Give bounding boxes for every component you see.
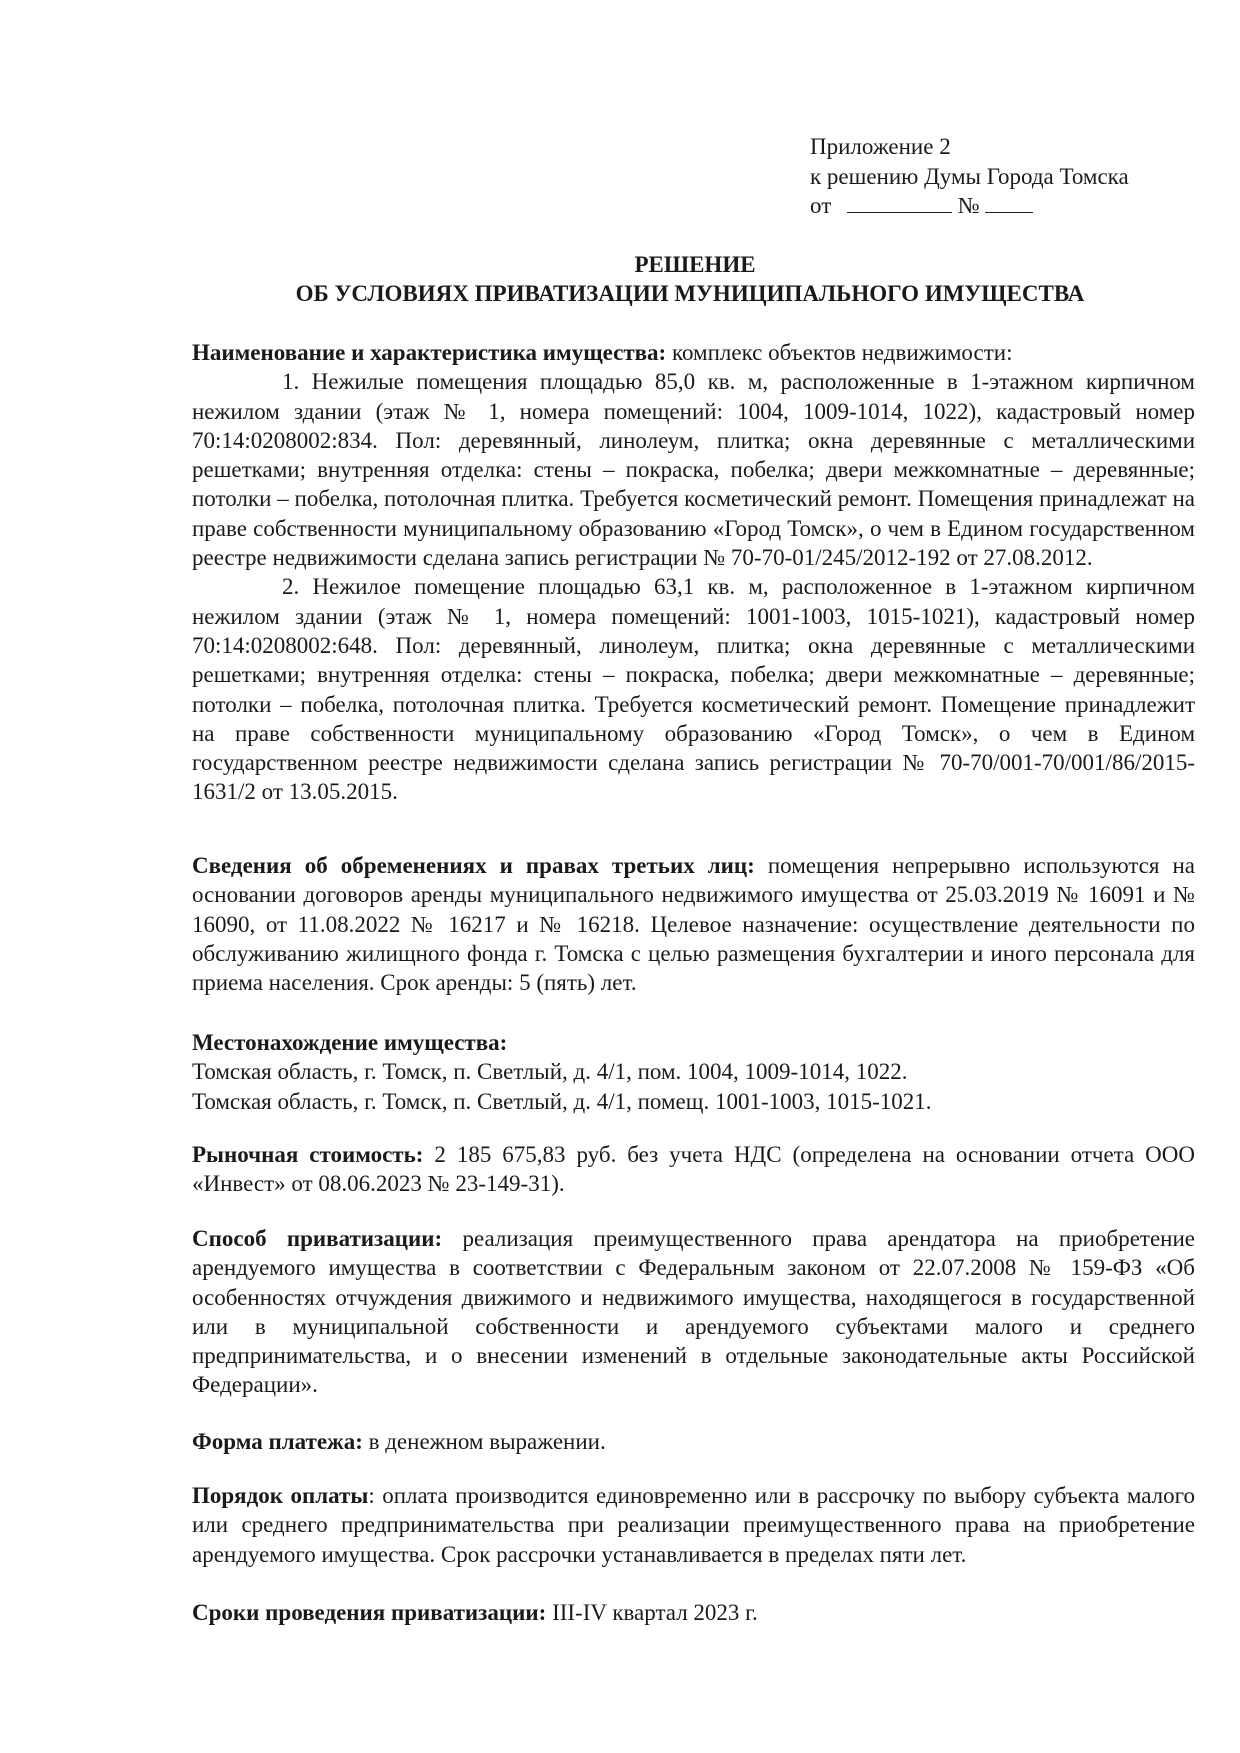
section-location [192,1028,1195,1116]
appendix-reference: к решению Думы Города Томска [810,163,1129,189]
section-text: : оплата производится единовременно или в рассрочку по выбору субъекта малого или среднего предпринимательства при реализации преимущественного права на приобретение арендуемого имущества. Срок рассрочки устанавливается в пределах пяти лет. [192,1483,1195,1567]
document-title [0,250,1240,308]
section-payment-form [192,1427,1195,1456]
section-timing [192,1598,1195,1627]
section-text: 2 185 675,83 руб. без учета НДС (определена на основании отчета ООО «Инвест» от 08.06.2023 № 23-149-31). [192,1142,1195,1197]
section-payment-order [192,1481,1195,1569]
section-text: комплекс объектов недвижимости: [666,340,1013,365]
appendix-header [810,132,1129,221]
section-text: помещения непрерывно используются на основании договоров аренды муниципального недвижимого имущества от 25.03.2019 № 16091 и № 16090, от 11.08.2022 № 16217 и № 16218. Целевое назначение: осуществление деятельности по обслуживанию жилищного фонда г. Томска с целью размещения бухгалтерии и иного персонала для приема населения. Срок аренды: 5 (пять) лет. [192,853,1195,996]
section-text: в денежном выражении. [362,1429,606,1454]
section-text: III-IV квартал 2023 г. [546,1600,758,1625]
section-label: Способ приватизации: [192,1226,443,1251]
section-label: Рыночная стоимость: [192,1142,424,1167]
property-item-2: 2. Нежилое помещение площадью 63,1 кв. м, расположенное в 1-этажном кирпичном нежилом здании (этаж № 1, номера помещений: 1001-1003, 1015-1021), кадастровый номер 70:14:0208002:648. Пол: деревянный, линолеум, плитка; окна деревянные с металлическими решетками; внутренняя отделка: стены – покраска, побелка; двери межкомнатные – деревянные; потолки – побелка, потолочная плитка. Требуется косметический ремонт. Помещение принадлежит на праве собственности муниципальному образованию «Город Томск», о чем в Едином государственном реестре недвижимости сделана запись регистрации № 70-70/001-70/001/86/2015-1631/2 от 13.05.2015. [192,574,1195,805]
section-label: Порядок оплаты [192,1483,369,1508]
section-property [192,338,1195,807]
section-label: Наименование и характеристика имущества: [192,340,667,365]
from-label: от [810,193,832,218]
location-line-2: Томская область, г. Томск, п. Светлый, д. 4/1, помещ. 1001-1003, 1015-1021. [192,1088,932,1114]
appendix-date-number [810,191,1129,221]
section-encumbrances [192,851,1195,997]
location-line-1: Томская область, г. Томск, п. Светлый, д. 4/1, пом. 1004, 1009-1014, 1022. [192,1059,908,1085]
number-blank [985,192,1033,213]
section-market-value [192,1140,1195,1199]
section-label: Сроки проведения приватизации: [192,1600,547,1625]
title-line-1: РЕШЕНИЕ [634,252,756,277]
section-label: Форма платежа: [192,1429,363,1454]
title-line-2: ОБ УСЛОВИЯХ ПРИВАТИЗАЦИИ МУНИЦИПАЛЬНОГО ИМУЩЕСТВА [295,281,1085,306]
number-label: № [957,193,980,218]
date-blank [847,192,952,213]
section-method [192,1224,1195,1400]
section-label: Сведения об обременениях и правах третьих лиц: [192,853,755,878]
section-text: реализация преимущественного права арендатора на приобретение арендуемого имущества в соответствии с Федеральным законом от 22.07.2008 № 159-ФЗ «Об особенностях отчуждения движимого и недвижимого имущества, находящегося в государственной или в муниципальной собственности и арендуемого субъектами малого и среднего предпринимательства, и о внесении изменений в отдельные законодательные акты Российской Федерации». [192,1226,1195,1398]
property-item-1: 1. Нежилые помещения площадью 85,0 кв. м, расположенные в 1-этажном кирпичном нежилом здании (этаж № 1, номера помещений: 1004, 1009-1014, 1022), кадастровый номер 70:14:0208002:834. Пол: деревянный, линолеум, плитка; окна деревянные с металлическими решетками; внутренняя отделка: стены – покраска, побелка; двери межкомнатные – деревянные; потолки – побелка, потолочная плитка. Требуется косметический ремонт. Помещения принадлежат на праве собственности муниципальному образованию «Город Томск», о чем в Едином государственном реестре недвижимости сделана запись регистрации № 70-70-01/245/2012-192 от 27.08.2012. [192,369,1195,571]
section-label: Местонахождение имущества: [192,1030,508,1055]
appendix-number: Приложение 2 [810,134,951,159]
